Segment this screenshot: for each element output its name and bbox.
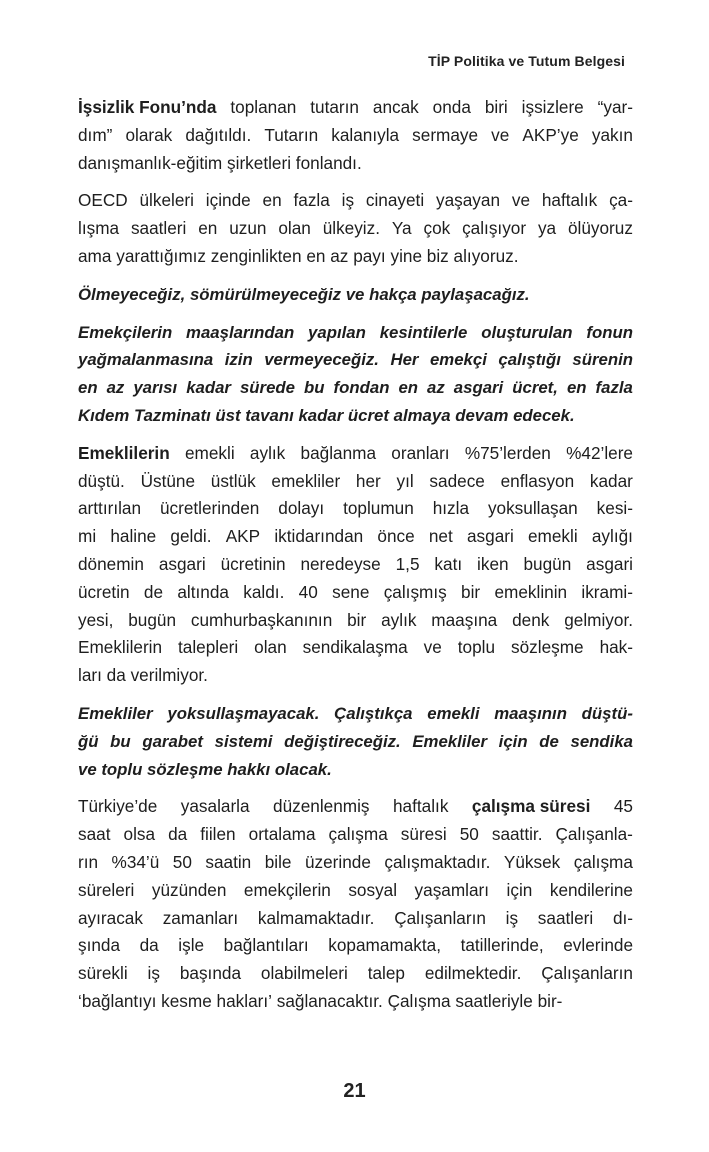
word: yaşayan xyxy=(435,190,501,211)
word: Çalıştıkça xyxy=(334,703,413,723)
word: verilmiyor. xyxy=(130,665,208,686)
word: da xyxy=(106,665,126,686)
word: ve xyxy=(491,124,510,145)
word: düzenlenmiş xyxy=(273,796,370,817)
word: Emekliler xyxy=(78,703,153,723)
text-line xyxy=(78,607,633,635)
word: ülkeleri xyxy=(139,190,194,211)
word: ya xyxy=(537,218,557,239)
word: içinde xyxy=(205,190,251,211)
word: Emeklilerin xyxy=(78,637,163,658)
word: İşsizlik Fonu’nda xyxy=(78,97,217,117)
word: yaşamları xyxy=(414,879,490,900)
word: ça- xyxy=(609,190,633,211)
word: ülkeyiz. xyxy=(322,218,380,239)
word: ve xyxy=(423,637,442,658)
word: yoksullaşan xyxy=(487,498,578,519)
word: bir xyxy=(461,581,481,602)
word: az xyxy=(330,245,349,266)
text-line xyxy=(78,374,633,402)
word: saatleri xyxy=(537,907,594,928)
word: cinayeti xyxy=(365,190,425,211)
word: bile xyxy=(264,851,292,872)
word: haline xyxy=(110,526,157,547)
text-line xyxy=(78,662,633,690)
word: edecek. xyxy=(513,405,575,425)
word: Emeklilerin xyxy=(78,442,170,463)
word: sağlanacaktır. xyxy=(276,990,383,1011)
word: ücretin xyxy=(78,581,130,602)
word: önce xyxy=(377,526,415,547)
text-line xyxy=(78,849,633,877)
word: bugün xyxy=(128,609,176,630)
word: iktidarından xyxy=(274,526,364,547)
word: sürede xyxy=(239,378,295,398)
word: maaşının xyxy=(494,703,567,723)
word: çalışmaktadır. xyxy=(384,851,491,872)
word: dağıtıldı. xyxy=(185,124,252,145)
word: ücret xyxy=(347,405,389,425)
word: olabilmeleri xyxy=(260,963,348,984)
word: fazla xyxy=(595,378,633,398)
word: ücretlerinden xyxy=(159,498,260,519)
word: hakkı xyxy=(227,759,271,779)
word: çalışma süresi xyxy=(471,796,591,817)
word: yağmalanmasına xyxy=(78,350,214,370)
word: yesi, xyxy=(78,609,114,630)
word: sistemi xyxy=(214,731,273,751)
word: sözleşme xyxy=(147,759,223,779)
word: haftalık xyxy=(393,796,449,817)
word: 1,5 xyxy=(395,553,420,574)
word: mi xyxy=(78,526,97,547)
word: işle xyxy=(178,935,205,956)
word: şında xyxy=(78,935,121,956)
word: “yar- xyxy=(597,97,633,117)
word: hakları’ xyxy=(216,990,272,1011)
word: ücretinin xyxy=(220,553,286,574)
word: için xyxy=(498,731,528,751)
word: sürenin xyxy=(572,350,633,370)
word: toplanan xyxy=(230,97,297,117)
word: Ya xyxy=(391,218,412,239)
word: ları xyxy=(78,665,102,686)
word: %42’lere xyxy=(566,442,633,463)
paragraph xyxy=(78,793,633,1015)
word: sözleşme xyxy=(511,637,584,658)
word: az xyxy=(427,378,445,398)
word: bir xyxy=(347,609,367,630)
word: emekçi xyxy=(429,350,487,370)
word: Yüksek xyxy=(503,851,561,872)
word: olsa xyxy=(123,824,156,845)
word: gelmiyor. xyxy=(564,609,633,630)
word: olan xyxy=(278,218,311,239)
word: talep xyxy=(367,963,405,984)
word: lışma xyxy=(78,218,120,239)
word: en xyxy=(198,218,218,239)
word: Çalışanların xyxy=(541,963,633,984)
word: emekçilerin xyxy=(243,879,331,900)
word: üzerinde xyxy=(304,851,371,872)
word: fazla xyxy=(293,190,330,211)
word: üst xyxy=(215,405,241,425)
word: çalışma xyxy=(328,824,388,845)
word: bağlanma xyxy=(300,442,377,463)
text-line xyxy=(78,905,633,933)
word: enflasyon xyxy=(500,470,575,491)
word: biz xyxy=(426,245,449,266)
word: bağlantıları xyxy=(223,935,309,956)
word: aylık xyxy=(381,609,417,630)
word: yapılan xyxy=(308,322,366,342)
word: talepleri xyxy=(178,637,239,658)
word: emeklinin xyxy=(494,581,568,602)
word: yüzünden xyxy=(151,879,227,900)
word: denk xyxy=(512,609,550,630)
word: ikrami- xyxy=(581,581,633,602)
word: değiştireceğiz. xyxy=(284,731,401,751)
word: edilmektedir. xyxy=(424,963,522,984)
word: altında xyxy=(177,581,229,602)
word: oranları xyxy=(391,442,450,463)
word: kalmamaktadır. xyxy=(257,907,375,928)
word: iken xyxy=(477,553,509,574)
word: ortalama xyxy=(248,824,316,845)
word: onda xyxy=(432,97,471,117)
text-line xyxy=(78,402,633,430)
word: rın xyxy=(78,851,99,872)
word: üstlük xyxy=(210,470,256,491)
word: Her xyxy=(390,350,419,370)
word: çalıştığı xyxy=(498,350,561,370)
word: maaşına xyxy=(431,609,498,630)
word: saatin xyxy=(205,851,252,872)
word: hızla xyxy=(432,498,470,519)
word: toplu xyxy=(101,759,143,779)
text-line xyxy=(78,821,633,849)
word: 45 xyxy=(613,796,633,817)
word: asgari xyxy=(466,526,514,547)
word: emekliler xyxy=(271,470,341,491)
word: ğü xyxy=(78,731,99,751)
word: %34’ü xyxy=(111,851,160,872)
word: yıl xyxy=(396,470,414,491)
word: ayıracak xyxy=(78,907,143,928)
text-line xyxy=(78,243,633,271)
word: çalışmış xyxy=(383,581,447,602)
word: paylaşacağız. xyxy=(421,284,530,304)
word: emekli xyxy=(184,442,235,463)
word: biri xyxy=(484,97,508,117)
word: %75’lerden xyxy=(464,442,551,463)
word: devam xyxy=(455,405,509,425)
word: olacak. xyxy=(274,759,332,779)
word: saattir. xyxy=(491,824,543,845)
word: da xyxy=(139,935,159,956)
word: Tazminatı xyxy=(133,405,211,425)
word: düştü. xyxy=(78,470,125,491)
word: ölüyoruz xyxy=(567,218,633,239)
word: Çalışanla- xyxy=(555,824,633,845)
word: çok xyxy=(423,218,451,239)
text-line xyxy=(78,877,633,905)
word: kopamamakta, xyxy=(328,935,441,956)
word: vermeyeceğiz. xyxy=(264,350,379,370)
word: bir- xyxy=(537,990,563,1011)
word: AKP xyxy=(225,526,261,547)
word: iş xyxy=(505,907,519,928)
word: bu xyxy=(304,378,325,398)
word: dönemin xyxy=(78,553,144,574)
word: oluşturulan xyxy=(481,322,573,342)
word: fiilen xyxy=(200,824,236,845)
text-line xyxy=(78,346,633,374)
word: düştü- xyxy=(581,703,633,723)
text-line xyxy=(78,468,633,496)
word: bugün xyxy=(523,553,572,574)
word: Çalışma xyxy=(387,990,451,1011)
text-line xyxy=(78,440,633,468)
word: payı xyxy=(353,245,386,266)
word: yarattığımız xyxy=(116,245,206,266)
word: yasalarla xyxy=(180,796,250,817)
text-line xyxy=(78,579,633,607)
word: AKP’ye xyxy=(522,124,579,145)
word: çalışma xyxy=(573,851,633,872)
text-line xyxy=(78,94,633,122)
word: kaldı. xyxy=(243,581,285,602)
word: işsizlere xyxy=(521,97,584,117)
word: aylığı xyxy=(591,526,633,547)
word: saat xyxy=(78,824,111,845)
word: danışmanlık-eğitim xyxy=(78,152,223,173)
word: neredeyse xyxy=(300,553,381,574)
word: sendikalaşma xyxy=(302,637,408,658)
page-body xyxy=(78,94,633,1026)
text-line xyxy=(78,319,633,347)
text-line xyxy=(78,150,633,178)
word: almaya xyxy=(393,405,451,425)
word: OECD xyxy=(78,190,128,211)
word: de xyxy=(539,731,559,751)
word: Çalışanların xyxy=(394,907,486,928)
word: ve xyxy=(511,190,530,211)
word: 50 xyxy=(459,824,479,845)
word: haftalık xyxy=(541,190,598,211)
word: yoksullaşmayacak. xyxy=(167,703,320,723)
word: ve xyxy=(345,284,365,304)
word: izin xyxy=(224,350,253,370)
word: başında xyxy=(179,963,242,984)
text-line xyxy=(78,728,633,756)
word: kadar xyxy=(186,378,231,398)
word: en xyxy=(78,378,98,398)
word: dı- xyxy=(612,907,633,928)
word: Türkiye’de xyxy=(78,796,158,817)
word: her xyxy=(355,470,381,491)
paragraph xyxy=(78,319,633,430)
word: en xyxy=(398,378,419,398)
word: evlerinde xyxy=(563,935,633,956)
text-line xyxy=(78,932,633,960)
word: katı xyxy=(434,553,463,574)
word: kadar xyxy=(589,470,633,491)
text-line xyxy=(78,960,633,988)
word: olan xyxy=(254,637,287,658)
word: yarısı xyxy=(133,378,178,398)
text-line xyxy=(78,281,633,309)
word: 50 xyxy=(172,851,192,872)
page-number: 21 xyxy=(343,1080,366,1102)
word: en xyxy=(566,378,587,398)
word: zenginlikten xyxy=(210,245,302,266)
word: 40 xyxy=(298,581,318,602)
word: ücret, xyxy=(512,378,558,398)
word: ancak xyxy=(372,97,419,117)
word: geldi. xyxy=(170,526,212,547)
text-line xyxy=(78,988,633,1016)
word: ‘bağlantıyı xyxy=(78,990,157,1011)
word: süreleri xyxy=(78,879,135,900)
word: arttırılan xyxy=(78,498,142,519)
text-line xyxy=(78,122,633,150)
word: emekli xyxy=(427,703,480,723)
word: maaşlarından xyxy=(186,322,295,342)
text-line xyxy=(78,523,633,551)
text-line xyxy=(78,551,633,579)
paragraph xyxy=(78,440,633,690)
paragraph xyxy=(78,94,633,177)
word: sene xyxy=(332,581,370,602)
word: net xyxy=(428,526,453,547)
word: için xyxy=(506,879,533,900)
word: en xyxy=(262,190,282,211)
text-line xyxy=(78,756,633,784)
word: garabet xyxy=(142,731,203,751)
word: tavanı xyxy=(245,405,294,425)
word: sadece xyxy=(429,470,485,491)
text-line xyxy=(78,215,633,243)
word: kendilerine xyxy=(549,879,633,900)
word: emekli xyxy=(528,526,578,547)
word: Emekçilerin xyxy=(78,322,173,342)
word: fonlandı. xyxy=(295,152,362,173)
word: şirketleri xyxy=(227,152,292,173)
word: süresi xyxy=(400,824,447,845)
word: az xyxy=(106,378,125,398)
word: olarak xyxy=(125,124,173,145)
word: da xyxy=(168,824,188,845)
word: sürekli xyxy=(78,963,128,984)
word: kesme xyxy=(161,990,212,1011)
word: kalanıyla xyxy=(331,124,400,145)
word: Emekliler xyxy=(412,731,487,751)
word: en xyxy=(306,245,326,266)
word: hak- xyxy=(599,637,633,658)
word: Ölmeyeceğiz, xyxy=(78,284,186,304)
word: fondan xyxy=(333,378,390,398)
paragraph xyxy=(78,281,633,309)
text-line xyxy=(78,495,633,523)
word: asgari xyxy=(158,553,206,574)
paragraph xyxy=(78,700,633,783)
word: sendika xyxy=(570,731,633,751)
word: tatillerinde, xyxy=(460,935,544,956)
word: yakın xyxy=(591,124,633,145)
word: iş xyxy=(147,963,160,984)
running-header: TİP Politika ve Tutum Belgesi xyxy=(428,53,625,69)
word: dolayı xyxy=(278,498,325,519)
word: fonun xyxy=(586,322,633,342)
word: yine xyxy=(390,245,422,266)
word: asgari xyxy=(586,553,633,574)
word: asgari xyxy=(453,378,504,398)
word: toplumun xyxy=(343,498,414,519)
word: Tutarın xyxy=(264,124,319,145)
word: dım” xyxy=(78,124,113,145)
word: sömürülmeyeceğiz xyxy=(189,284,342,304)
word: ama xyxy=(78,245,112,266)
word: ve xyxy=(78,759,97,779)
text-line xyxy=(78,187,633,215)
word: toplu xyxy=(457,637,496,658)
word: kesintilerle xyxy=(379,322,468,342)
text-line xyxy=(78,793,633,821)
word: kesi- xyxy=(596,498,633,519)
paragraph xyxy=(78,187,633,270)
word: sosyal xyxy=(348,879,398,900)
word: de xyxy=(143,581,164,602)
word: iş xyxy=(341,190,355,211)
word: hakça xyxy=(369,284,417,304)
word: uzun xyxy=(229,218,267,239)
word: çalışıyor xyxy=(462,218,527,239)
text-line xyxy=(78,700,633,728)
word: kadar xyxy=(298,405,344,425)
word: zamanları xyxy=(162,907,239,928)
word: tutarın xyxy=(310,97,359,117)
word: aylık xyxy=(249,442,286,463)
text-line xyxy=(78,634,633,662)
word: Kıdem xyxy=(78,405,130,425)
word: saatleriyle xyxy=(455,990,533,1011)
word: saatleri xyxy=(130,218,187,239)
word: sermaye xyxy=(412,124,479,145)
word: Üstüne xyxy=(140,470,196,491)
word: bu xyxy=(110,731,131,751)
word: cumhurbaşkanının xyxy=(190,609,333,630)
word: alıyoruz. xyxy=(453,245,519,266)
